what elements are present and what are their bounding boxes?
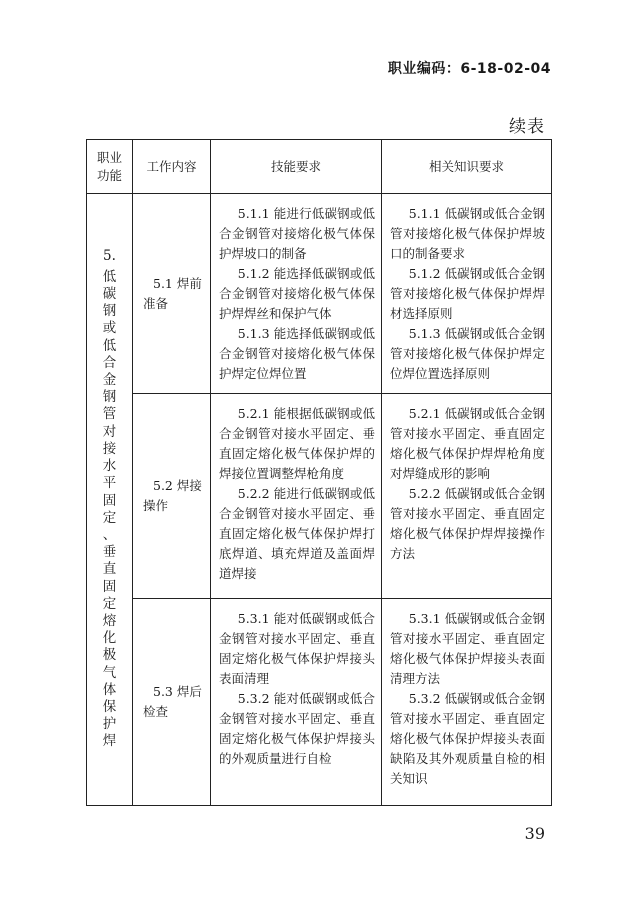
work-content-label: 操作: [143, 498, 169, 513]
knowledge-item: 5.1.1 低碳钢或低合金钢管对接熔化极气体保护焊坡口的制备要求: [390, 206, 545, 261]
skill-item: 5.3.1 能对低碳钢或低合金钢管对接水平固定、垂直固定熔化极气体保护焊接头表面清理: [219, 611, 375, 686]
function-label: 5. 低 碳 钢 或 低 合 金 钢 管 对 接 水 平 固 定 、 垂 直 固 定 熔 化 极 气 体 保 护 焊: [102, 247, 117, 750]
work-content-label: 5.1 焊前: [153, 275, 202, 291]
occupation-code: 职业编码：6-18-02-04: [387, 61, 551, 77]
skill-item: 5.3.2 能对低碳钢或低合金钢管对接水平固定、垂直固定熔化极气体保护焊接头的外观质量进行自检: [219, 691, 375, 766]
work-content-cell: [133, 194, 211, 394]
skill-item: 5.2.2 能进行低碳钢或低合金钢管对接水平固定、垂直固定熔化极气体保护焊打底焊道、填充焊道及盖面焊道焊接: [219, 486, 375, 581]
function-cell: [87, 194, 133, 806]
header-work-content: 工作内容: [133, 140, 211, 194]
header-function: [87, 140, 133, 194]
work-content-label: 准备: [143, 295, 169, 311]
work-content-label: 检查: [143, 704, 169, 719]
knowledge-requirements-cell: [382, 599, 552, 806]
header-function-line: 功能: [96, 167, 122, 183]
table-row: [87, 394, 552, 599]
skills-table: [86, 139, 552, 806]
knowledge-item: 5.3.1 低碳钢或低合金钢管对接水平固定、垂直固定熔化极气体保护焊接头表面清理方法: [390, 611, 545, 686]
skill-item: 5.1.1 能进行低碳钢或低合金钢管对接熔化极气体保护焊坡口的制备: [219, 206, 375, 261]
skill-requirements-cell: [211, 599, 382, 806]
header-function-line: 职业: [96, 149, 122, 165]
work-content-cell: [133, 599, 211, 806]
table-row: [87, 599, 552, 806]
skill-requirements-cell: [211, 194, 382, 394]
continued-label: 续表: [509, 117, 545, 137]
work-content-label: 5.3 焊后: [153, 684, 202, 699]
table-header-row: [87, 140, 552, 194]
work-content-cell: [133, 394, 211, 599]
knowledge-item: 5.1.2 低碳钢或低合金钢管对接熔化极气体保护焊焊材选择原则: [390, 266, 545, 321]
knowledge-requirements-cell: [382, 194, 552, 394]
knowledge-item: 5.1.3 低碳钢或低合金钢管对接熔化极气体保护焊定位焊位置选择原则: [390, 326, 545, 381]
page-number: 39: [524, 824, 545, 843]
knowledge-item: 5.3.2 低碳钢或低合金钢管对接水平固定、垂直固定熔化极气体保护焊接头表面缺陷及其外观质量自检的相关知识: [390, 691, 545, 786]
knowledge-item: 5.2.1 低碳钢或低合金钢管对接水平固定、垂直固定熔化极气体保护焊焊枪角度对焊缝成形的影响: [390, 406, 545, 481]
header-skill-requirements: 技能要求: [211, 140, 382, 194]
skill-item: 5.1.2 能选择低碳钢或低合金钢管对接熔化极气体保护焊焊丝和保护气体: [219, 266, 375, 321]
table-row: [87, 194, 552, 394]
work-content-label: 5.2 焊接: [153, 478, 202, 493]
header-knowledge-requirements: 相关知识要求: [382, 140, 552, 194]
skill-item: 5.2.1 能根据低碳钢或低合金钢管对接水平固定、垂直固定熔化极气体保护焊的焊接位置调整焊枪角度: [219, 406, 375, 481]
skill-item: 5.1.3 能选择低碳钢或低合金钢管对接熔化极气体保护焊定位焊位置: [219, 326, 375, 381]
knowledge-requirements-cell: [382, 394, 552, 599]
knowledge-item: 5.2.2 低碳钢或低合金钢管对接水平固定、垂直固定熔化极气体保护焊焊接操作方法: [390, 486, 545, 561]
skill-requirements-cell: [211, 394, 382, 599]
